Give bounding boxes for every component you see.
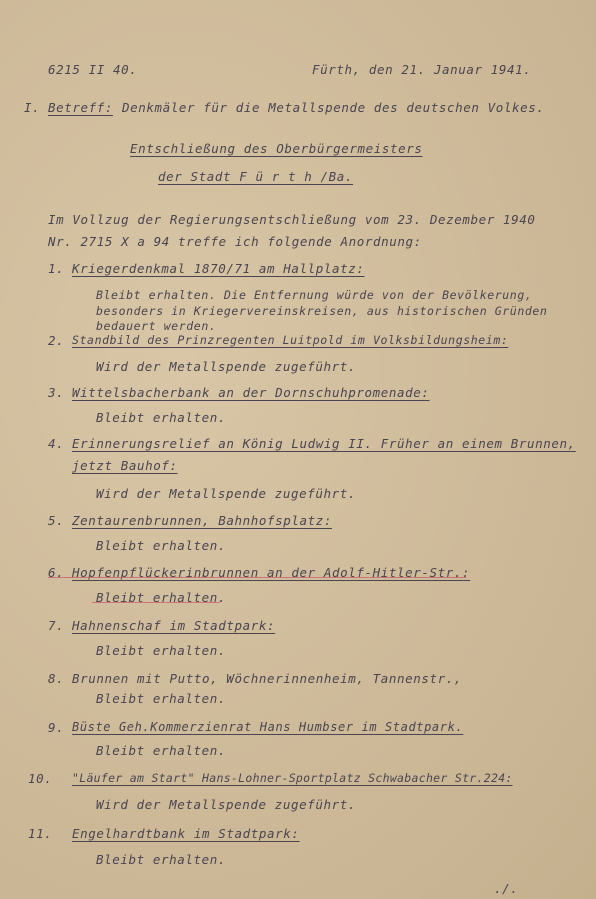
item-title-continued: jetzt Bauhof: — [72, 458, 178, 473]
item-title: Brunnen mit Putto, Wöchnerinnenheim, Tannenstr., — [72, 671, 463, 686]
item-title: Erinnerungsrelief an König Ludwig II. Früher an einem Brunnen, — [72, 436, 576, 451]
item-title: Büste Geh.Kommerzienrat Hans Humbser im Stadtpark. — [72, 720, 464, 734]
item-body: Bleibt erhalten. — [96, 743, 227, 758]
item-number: 3. — [48, 385, 65, 400]
item-body: Wird der Metallspende zugeführt. — [96, 797, 357, 812]
item-number: 6. — [48, 565, 65, 580]
item-body: Bleibt erhalten. Die Entfernung würde von der Bevölkerung, — [96, 288, 533, 302]
intro-line-1: Im Vollzug der Regierungsentschließung vom 23. Dezember 1940 — [48, 212, 536, 227]
title-line-2: der Stadt F ü r t h /Ba. — [158, 169, 354, 184]
item-number: 8. — [48, 671, 65, 686]
item-number: 9. — [48, 720, 65, 735]
item-body: bedauert werden. — [96, 319, 217, 333]
continuation-mark: ./. — [494, 881, 519, 896]
item-title: Kriegerdenkmal 1870/71 am Hallplatz: — [72, 261, 365, 276]
item-title: Standbild des Prinzregenten Luitpold im Volksbildungsheim: — [72, 333, 509, 347]
item-body: Bleibt erhalten. — [96, 643, 227, 658]
red-pencil-underline — [48, 577, 466, 578]
title-line-1: Entschließung des Oberbürgermeisters — [130, 141, 423, 156]
item-body: Bleibt erhalten. — [96, 410, 227, 425]
item-number: 1. — [48, 261, 65, 276]
item-number: 5. — [48, 513, 65, 528]
item-body: Bleibt erhalten. — [96, 691, 227, 706]
intro-line-2: Nr. 2715 X a 94 treffe ich folgende Anordnung: — [48, 234, 422, 249]
item-body: Wird der Metallspende zugeführt. — [96, 359, 357, 374]
subject-text: Denkmäler für die Metallspende des deutschen Volkes. — [122, 100, 545, 115]
place-date: Fürth, den 21. Januar 1941. — [312, 62, 532, 77]
item-body: Wird der Metallspende zugeführt. — [96, 486, 357, 501]
item-body: Bleibt erhalten. — [96, 538, 227, 553]
subject-roman: I. — [24, 100, 41, 115]
item-body: Bleibt erhalten. — [96, 590, 227, 605]
item-title: Hahnenschaf im Stadtpark: — [72, 618, 276, 633]
item-title: "Läufer am Start" Hans-Lohner-Sportplatz Schwabacher Str.224: — [72, 771, 513, 785]
item-number: 4. — [48, 436, 65, 451]
file-number: 6215 II 40. — [48, 62, 138, 77]
item-number: 11. — [28, 826, 53, 841]
subject-label: Betreff: — [48, 100, 114, 115]
item-title: Hopfenpflückerinbrunnen an der Adolf-Hitler-Str.: — [72, 565, 471, 580]
item-title: Wittelsbacherbank an der Dornschuhpromenade: — [72, 385, 430, 400]
item-title: Engelhardtbank im Stadtpark: — [72, 826, 300, 841]
item-number: 2. — [48, 333, 65, 348]
item-body: besonders in Kriegervereinskreisen, aus historischen Gründen — [96, 304, 548, 318]
item-body: Bleibt erhalten. — [96, 852, 227, 867]
red-pencil-underline — [92, 602, 220, 603]
item-number: 10. — [28, 771, 53, 786]
item-title: Zentaurenbrunnen, Bahnhofsplatz: — [72, 513, 333, 528]
item-number: 7. — [48, 618, 65, 633]
